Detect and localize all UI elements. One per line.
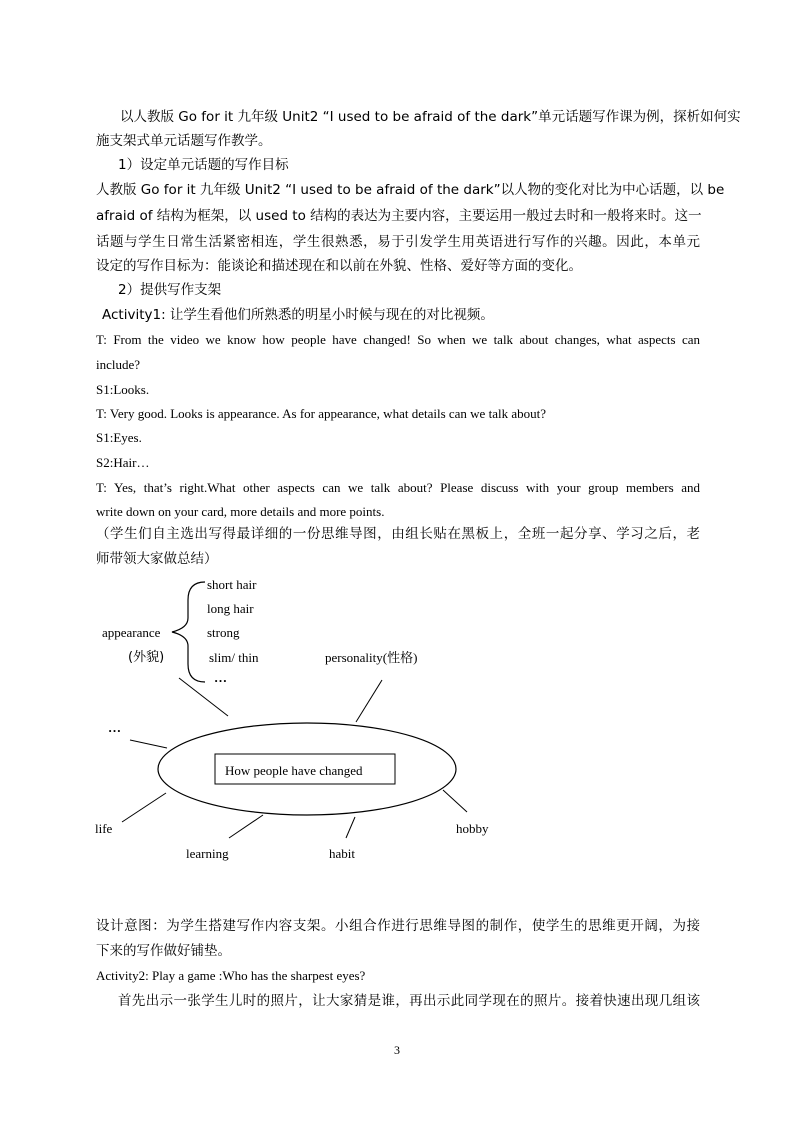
page-number: 3 [394,1043,400,1057]
dialogue-line-1: T: From the video we know how people have changed! So when we talk about changes, what aspects can [96,332,700,347]
section-heading-2: 2）提供写作支架 [118,282,222,298]
note-line-1: （学生们自主选出写得最详细的一份思维导图，由组长贴在黑板上，全班一起分享、学习之后，老 [96,526,700,542]
center-label: How people have changed [225,763,363,778]
appearance-item-slim-thin: slim/ thin [209,650,259,665]
connector-personality [356,680,382,722]
connector-learning [229,815,263,838]
appearance-label: appearance [102,625,161,640]
connector-ellipsis [130,740,167,748]
paragraph-line-1: 以人教版 Go for it 九年级 Unit2 “I used to be afraid of the dark”单元话题写作课为例，探析如何实 [120,109,741,125]
hobby-label: hobby [456,821,489,836]
dialogue-line-5: S1:Eyes. [96,430,142,445]
appearance-item-long-hair: long hair [207,601,254,616]
dialogue-line-3: S1:Looks. [96,382,150,397]
design-intent-line-1: 设计意图：为学生搭建写作内容支架。小组合作进行思维导图的制作，使学生的思维更开阔，为接 [96,918,700,934]
activity2-description: 首先出示一张学生儿时的照片，让大家猜是谁，再出示此同学现在的照片。接着快速出现几组该 [118,993,700,1009]
appearance-brace [172,582,205,682]
dialogue-line-2: include? [96,357,141,372]
appearance-item-strong: strong [207,625,240,640]
note-line-2: 师带领大家做总结） [96,551,218,567]
life-label: life [95,821,113,836]
activity2-line: Activity2: Play a game :Who has the sharpest eyes? [96,968,366,983]
paragraph-line-3: 人教版 Go for it 九年级 Unit2 “I used to be afraid of the dark”以人物的变化对比为中心话题，以 be [96,182,725,198]
connector-hobby [443,790,467,812]
activity1-line: Activity1: 让学生看他们所熟悉的明星小时候与现在的对比视频。 [102,307,494,323]
dialogue-line-7: T: Yes, that’s right.What other aspects can we talk about? Please discuss with your group members and [96,480,700,495]
paragraph-line-2: 施支架式单元话题写作教学。 [96,133,272,149]
appearance-cn-label: (外貌) [128,650,165,665]
appearance-item-ellipsis: … [214,670,227,685]
appearance-item-short-hair: short hair [207,577,257,592]
dialogue-line-8: write down on your card, more details and more points. [96,504,385,519]
habit-label: habit [329,846,355,861]
paragraph-line-6: 设定的写作目标为：能谈论和描述现在和以前在外貌、性格、爱好等方面的变化。 [96,258,582,274]
connector-habit [346,817,355,838]
connector-life [122,793,166,822]
dialogue-line-6: S2:Hair… [96,455,150,470]
section-heading-1: 1）设定单元话题的写作目标 [118,157,289,173]
personality-label: personality(性格) [325,650,418,665]
paragraph-line-5: 话题与学生日常生活紧密相连，学生很熟悉，易于引发学生用英语进行写作的兴趣。因此，本单元 [96,234,700,250]
paragraph-line-4: afraid of 结构为框架，以 used to 结构的表达为主要内容，主要运用一般过去时和一般将来时。这一 [96,208,702,224]
other-aspects-ellipsis: … [108,720,121,735]
design-intent-line-2: 下来的写作做好铺垫。 [96,943,231,959]
learning-label: learning [186,846,229,861]
dialogue-line-4: T: Very good. Looks is appearance. As for appearance, what details can we talk about? [96,406,546,421]
